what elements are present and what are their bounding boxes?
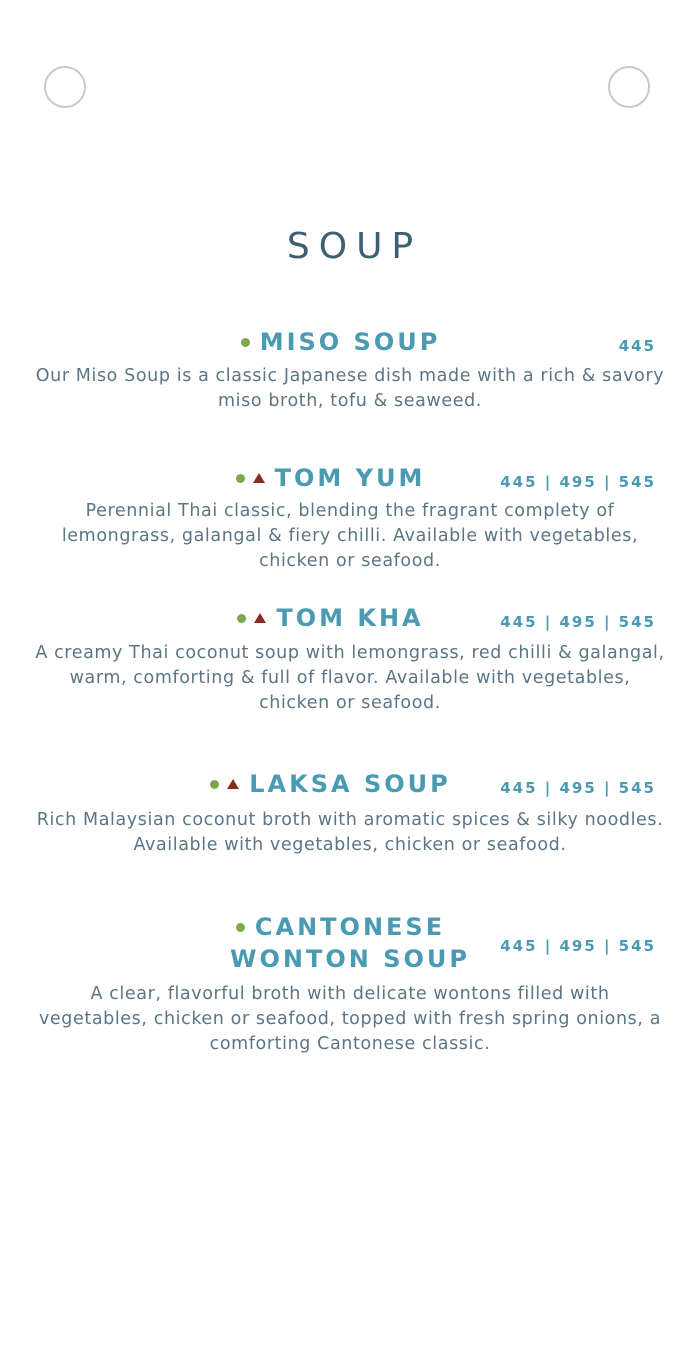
item-description: Rich Malaysian coconut broth with aromatic spices & silky noodles. Available with vegetables, chicken or seafood. (36, 810, 664, 855)
diet-markers (236, 464, 265, 492)
punch-hole-right (608, 66, 650, 108)
vegetarian-dot-icon (210, 780, 219, 789)
diet-markers (237, 604, 266, 632)
item-description: A creamy Thai coconut soup with lemongrass, red chilli & galangal, warm, comforting & full of flavor. Available with vegetables, chicken or seafood. (35, 643, 665, 713)
diet-markers (210, 770, 239, 798)
item-name-line-2: WONTON SOUP (230, 945, 470, 973)
diet-markers (236, 913, 245, 941)
section-title: SOUP (286, 226, 423, 267)
spicy-triangle-icon (227, 779, 239, 789)
item-price: 445 | 495 | 545 (500, 473, 656, 491)
vegetarian-dot-icon (236, 474, 245, 483)
item-price: 445 | 495 | 545 (500, 613, 656, 631)
item-description: A clear, flavorful broth with delicate wontons filled with vegetables, chicken or seafood, topped with fresh spring onions, a comforting Cantonese classic. (38, 984, 662, 1054)
item-price: 445 | 495 | 545 (500, 937, 656, 955)
vegetarian-dot-icon (236, 923, 245, 932)
vegetarian-dot-icon (241, 338, 250, 347)
item-description: Our Miso Soup is a classic Japanese dish made with a rich & savory miso broth, tofu & seaweed. (35, 366, 665, 411)
item-price: 445 | 495 | 545 (500, 779, 656, 797)
punch-hole-left (44, 66, 86, 108)
item-price: 445 (618, 337, 656, 355)
spicy-triangle-icon (254, 613, 266, 623)
spicy-triangle-icon (253, 473, 265, 483)
item-name: LAKSA SOUP (249, 770, 451, 798)
item-name: TOM KHA (276, 604, 424, 632)
item-name: TOM YUM (274, 464, 426, 492)
diet-markers (241, 328, 250, 356)
item-name: MISO SOUP (259, 328, 441, 356)
vegetarian-dot-icon (237, 614, 246, 623)
item-name-line-1: CANTONESE (254, 913, 446, 941)
item-description: Perennial Thai classic, blending the fragrant complety of lemongrass, galangal & fiery chilli. Available with vegetables, chicken or seafood. (61, 501, 639, 571)
